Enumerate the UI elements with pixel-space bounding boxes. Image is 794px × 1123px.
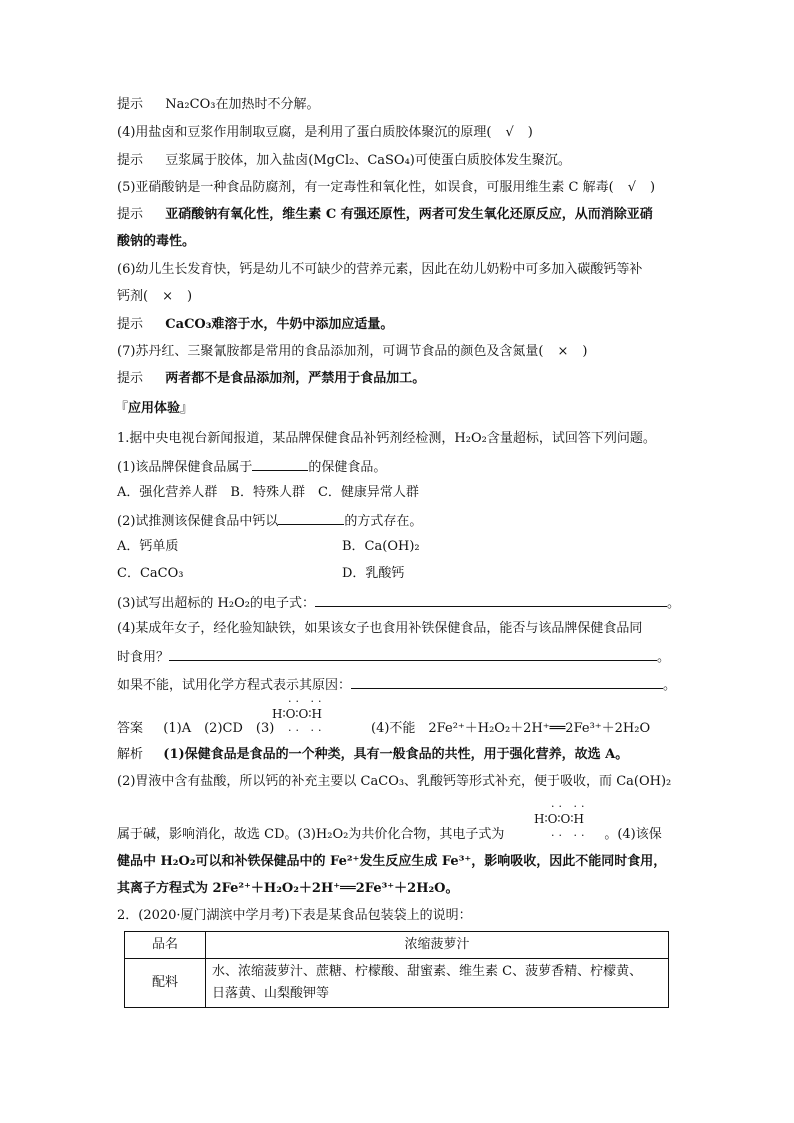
paren-close: ) [527, 125, 533, 140]
statement-6-line2 [117, 288, 192, 306]
table-row [125, 959, 669, 1008]
table-label: 品名 [125, 932, 206, 959]
statement-5 [117, 179, 655, 197]
hint-line [117, 370, 425, 388]
analysis-line1 [117, 746, 628, 764]
statement-7-text: (7)苏丹红、三聚氰胺都是常用的食品添加剂，可调节食品的颜色及含氮量( [117, 344, 544, 359]
answer-blank[interactable] [252, 457, 308, 471]
hint-text: Na₂CO₃在加热时不分解。 [165, 97, 320, 112]
q2-option-d: D．乳酸钙 [342, 566, 405, 581]
electron-formula: H∶O∶O∶H [534, 812, 584, 826]
statement-4-text: (4)用盐卤和豆浆作用制取豆腐，是利用了蛋白质胶体聚沉的原理( [117, 125, 492, 140]
q2-option-a: A．钙单质 [117, 539, 179, 554]
problem-1-q1 [117, 457, 386, 477]
answer-label: 答案 [117, 721, 144, 736]
problem-1-stem: 1.据中央电视台新闻报道，某品牌保健食品补钙剂经检测，H₂O₂含量超标，试回答下列问题。 [117, 431, 656, 446]
analysis-text: (1)保健食品是食品的一个种类，具有一般食品的共性，用于强化营养，故选 A。 [163, 747, 629, 762]
check-mark: √ [627, 180, 636, 195]
q3-text: (3)试写出超标的 H₂O₂的电子式： [117, 596, 315, 611]
q4-reason-text: 如果不能，试用化学方程式表示其原因： [117, 678, 352, 693]
bracket-open: 『 [115, 401, 129, 416]
analysis-text-end: 。(4)该保 [604, 827, 662, 842]
table-row [125, 932, 669, 959]
q2-text-end: 的方式存在。 [344, 514, 423, 529]
section-title-text: 应用体验 [128, 401, 181, 416]
electron-dots-top: ·· ·· [551, 800, 589, 813]
table-value [206, 959, 669, 1008]
bracket-close: 』 [180, 401, 194, 416]
hint-label: 提示 [117, 207, 144, 222]
q1-text-end: 的保健食品。 [308, 460, 387, 475]
statement-6-text: 钙剂( [117, 289, 149, 304]
answer-12: (1)A (2)CD (3) [163, 721, 275, 736]
analysis-line2: (2)胃液中含有盐酸，所以钙的补充主要以 CaCO₃、乳酸钙等形式补充，便于吸收，而 Ca(OH)₂ [117, 774, 672, 789]
cross-mark: × [557, 344, 569, 359]
hint-text-cont: 酸钠的毒性。 [117, 234, 196, 249]
hint-label: 提示 [117, 371, 144, 386]
table-label: 配料 [125, 959, 206, 1008]
q2-text: (2)试推测该保健食品中钙以 [117, 514, 279, 529]
statement-6-line1: (6)幼儿生长发育快，钙是幼儿不可缺少的营养元素，因此在幼儿奶粉中可多加入碳酸钙等补 [117, 262, 643, 277]
analysis-text: 属于碱，影响消化，故选 CD。(3)H₂O₂为共价化合物，其电子式为 [117, 827, 505, 842]
q4-text-end: 。 [657, 650, 671, 665]
analysis-line4: 健品中 H₂O₂可以和补铁保健品中的 Fe²⁺发生反应生成 Fe³⁺，影响吸收，因此不能同时食用， [117, 854, 667, 869]
q2-option-b: B．Ca(OH)₂ [342, 539, 420, 554]
problem-1-q4 [117, 647, 670, 667]
answer-blank[interactable] [169, 647, 657, 661]
hint-line [117, 152, 571, 170]
ingredient-table [124, 931, 669, 1008]
hint-text: 亚硝酸钠有氧化性，维生素 C 有强还原性，两者可发生氧化还原反应，从而消除亚硝 [165, 207, 653, 222]
electron-dots-bottom: ·· ·· [551, 829, 589, 842]
q1-options: A．强化营养人群 B．特殊人群 C．健康异常人群 [117, 485, 419, 500]
q1-text: (1)该品牌保健食品属于 [117, 460, 253, 475]
section-title [115, 400, 193, 418]
answer-blank[interactable] [315, 593, 667, 607]
answer-blank[interactable] [351, 675, 663, 689]
table-value: 浓缩菠萝汁 [206, 932, 669, 959]
hint-text: 豆浆属于胶体，加入盐卤(MgCl₂、CaSO₄)可使蛋白质胶体发生聚沉。 [165, 153, 571, 168]
analysis-label: 解析 [117, 747, 144, 762]
problem-1-q3 [117, 593, 680, 613]
problem-1-q4-reason [117, 675, 676, 695]
answer-blank[interactable] [278, 511, 344, 525]
q4-text: 时食用？ [117, 650, 170, 665]
q2-option-c: C．CaCO₃ [117, 566, 184, 581]
problem-1-q2 [117, 511, 422, 531]
hint-label: 提示 [117, 153, 144, 168]
hint-text: 两者都不是食品添加剂，严禁用于食品加工。 [165, 371, 426, 386]
analysis-line5: 其离子方程式为 2Fe²⁺＋H₂O₂＋2H⁺══2Fe³⁺＋2H₂O。 [117, 881, 459, 896]
paren-close: ) [650, 180, 656, 195]
q3-text-end: 。 [666, 596, 680, 611]
electron-formula: H∶O∶O∶H [272, 707, 322, 721]
check-mark: √ [505, 125, 514, 140]
table-value-line: 水、浓缩菠萝汁、蔗糖、柠檬酸、甜蜜素、维生素 C、菠萝香精、柠檬黄、 [212, 964, 643, 979]
cross-mark: × [162, 289, 173, 304]
paren-close: ) [582, 344, 588, 359]
table-value-line: 日落黄、山梨酸钾等 [212, 986, 330, 1001]
statement-4 [117, 124, 533, 142]
answer-4: (4)不能 2Fe²⁺＋H₂O₂＋2H⁺══2Fe³⁺＋2H₂O [371, 721, 651, 736]
q4-reason-end: 。 [663, 678, 677, 693]
hint-line [117, 96, 319, 114]
answer-line [117, 720, 274, 738]
hint-line [117, 206, 653, 224]
electron-dots-top: ·· ·· [288, 695, 326, 708]
paren-close: ) [186, 289, 193, 304]
q4-line1: (4)某成年女子，经化验知缺铁，如果该女子也食用补铁保健食品，能否与该品牌保健食品同 [117, 621, 643, 636]
statement-7 [117, 343, 587, 361]
problem-2-stem: 2．(2020·厦门湖滨中学月考)下表是某食品包装袋上的说明： [117, 908, 472, 923]
hint-line [117, 316, 393, 334]
electron-dots-bottom: ·· ·· [288, 724, 326, 737]
hint-text: CaCO₃难溶于水，牛奶中添加应适量。 [165, 317, 394, 332]
statement-5-text: (5)亚硝酸钠是一种食品防腐剂，有一定毒性和氧化性，如误食，可服用维生素 C 解毒( [117, 180, 614, 195]
hint-label: 提示 [117, 317, 144, 332]
hint-label: 提示 [117, 97, 144, 112]
